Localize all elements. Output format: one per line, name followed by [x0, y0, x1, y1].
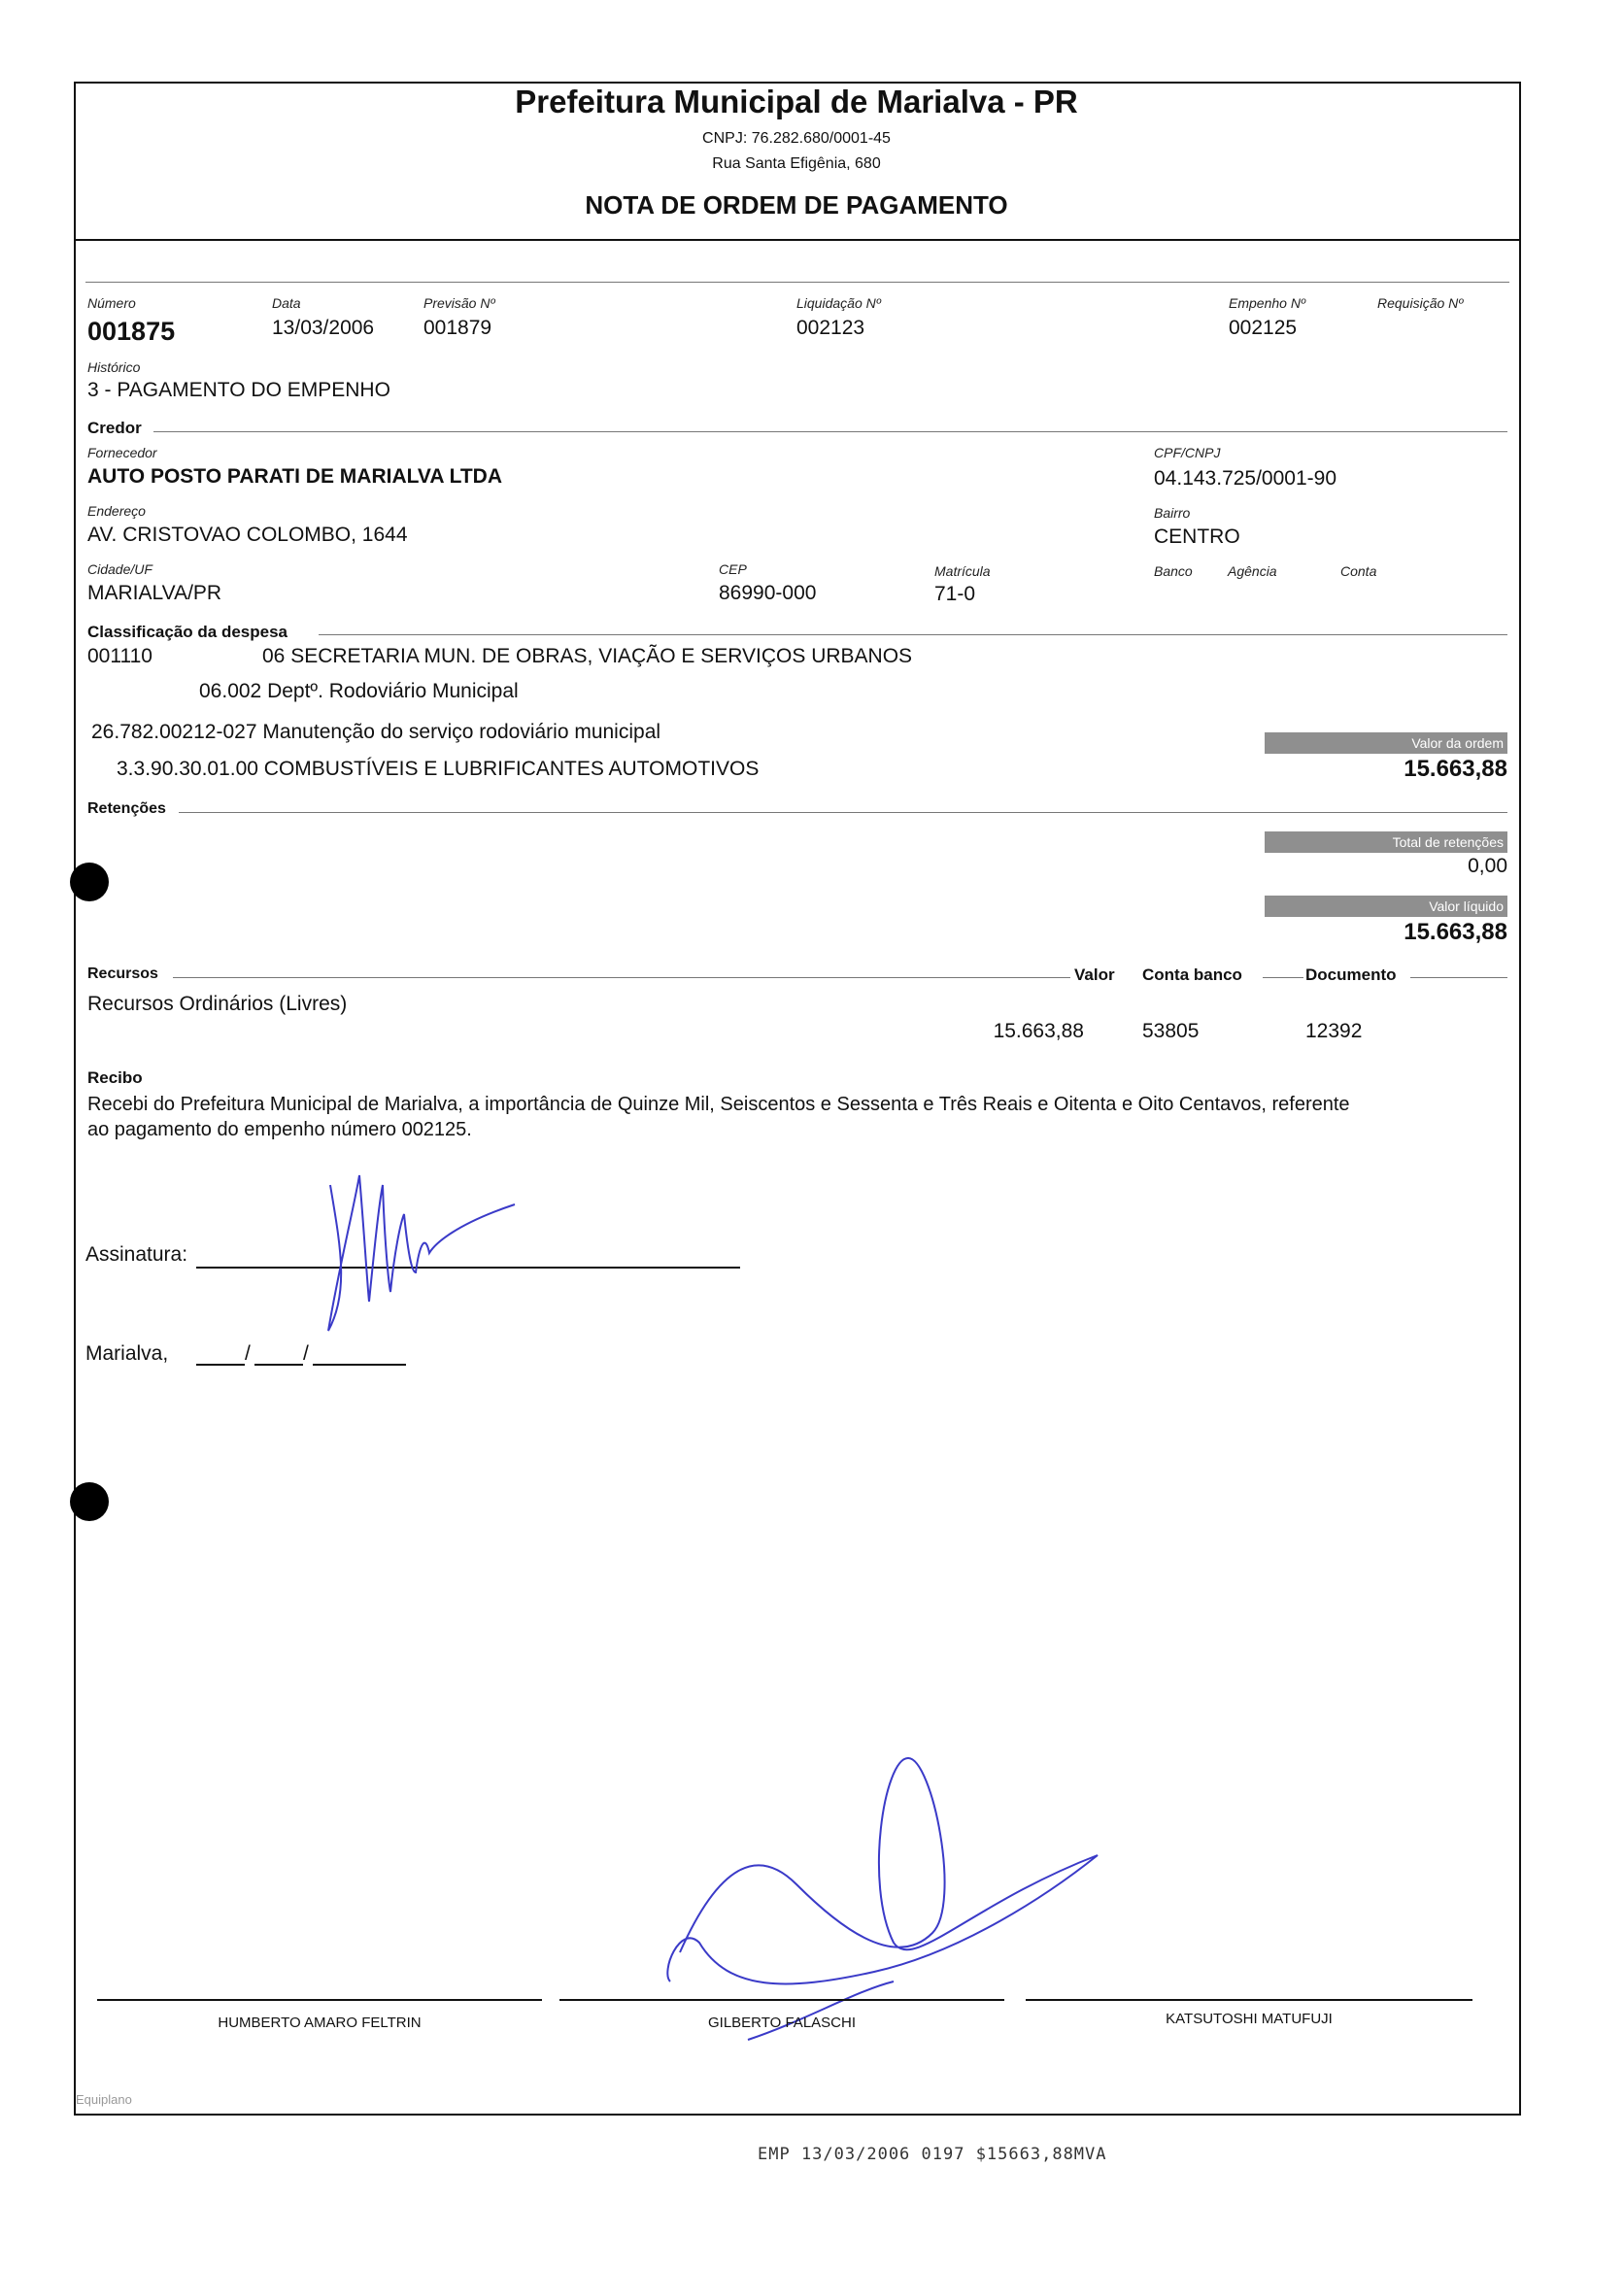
historico-value: 3 - PAGAMENTO DO EMPENHO: [87, 379, 390, 401]
requisicao-label: Requisição Nº: [1377, 295, 1464, 311]
recibo-section-title: Recibo: [87, 1068, 143, 1087]
mechanical-stamp: EMP 13/03/2006 0197 $15663,88MVA: [758, 2145, 1107, 2164]
classificacao-section-title: Classificação da despesa: [87, 623, 288, 641]
recursos-descricao: Recursos Ordinários (Livres): [87, 993, 348, 1015]
banco-label: Banco: [1154, 563, 1193, 579]
previsao-label: Previsão Nº: [423, 295, 495, 311]
cpf-label: CPF/CNPJ: [1154, 445, 1221, 460]
signature-line-2: [559, 1999, 1004, 2001]
recursos-rule-right: [1410, 977, 1507, 978]
cidade-value: MARIALVA/PR: [87, 582, 222, 604]
signature-name-2: GILBERTO FALASCHI: [708, 2015, 856, 2031]
date-line-month: [254, 1364, 303, 1366]
recursos-section-title: Recursos: [87, 965, 158, 982]
cpf-value: 04.143.725/0001-90: [1154, 467, 1337, 490]
empenho-value: 002125: [1229, 317, 1298, 339]
page-title: Prefeitura Municipal de Marialva - PR: [515, 84, 1078, 119]
empenho-label: Empenho Nº: [1229, 295, 1306, 311]
header-subdivider: [85, 282, 1509, 283]
valor-liquido-bar: Valor líquido: [1265, 896, 1507, 917]
total-retencoes-value: 0,00: [1468, 855, 1507, 877]
bairro-value: CENTRO: [1154, 525, 1240, 548]
endereco-label: Endereço: [87, 503, 146, 519]
agencia-label: Agência: [1228, 563, 1277, 579]
classificacao-line-4: 3.3.90.30.01.00 COMBUSTÍVEIS E LUBRIFICANTES AUTOMOTIVOS: [117, 758, 760, 780]
liquidacao-label: Liquidação Nº: [796, 295, 881, 311]
total-retencoes-bar: Total de retenções: [1265, 831, 1507, 853]
software-footer: Equiplano: [76, 2092, 132, 2107]
valor-ordem-value: 15.663,88: [1404, 756, 1507, 782]
recursos-rule-left: [173, 977, 1070, 978]
classificacao-line-3: 26.782.00212-027 Manutenção do serviço rodoviário municipal: [91, 721, 661, 743]
local-label: Marialva,: [85, 1342, 169, 1365]
recursos-conta-banco: 53805: [1142, 1020, 1200, 1042]
cidade-label: Cidade/UF: [87, 561, 152, 577]
credor-rule: [153, 431, 1507, 432]
matricula-label: Matrícula: [934, 563, 991, 579]
date-slash-2: /: [303, 1342, 309, 1365]
handwritten-signature-bottom: [641, 1748, 1146, 2098]
signature-line-3: [1026, 1999, 1472, 2001]
date-slash-1: /: [245, 1342, 251, 1365]
fornecedor-value: AUTO POSTO PARATI DE MARIALVA LTDA: [87, 465, 502, 488]
recursos-conta-banco-header: Conta banco: [1142, 965, 1242, 984]
endereco-value: AV. CRISTOVAO COLOMBO, 1644: [87, 524, 408, 546]
recursos-documento-header: Documento: [1305, 965, 1397, 984]
numero-value: 001875: [87, 317, 176, 346]
date-line-day: [196, 1364, 245, 1366]
classificacao-line-2: 06.002 Deptº. Rodoviário Municipal: [199, 680, 519, 702]
data-value: 13/03/2006: [272, 317, 375, 339]
address-text: Rua Santa Efigênia, 680: [712, 155, 881, 172]
header-divider: [74, 239, 1521, 241]
retencoes-rule: [179, 812, 1507, 813]
liquidacao-value: 002123: [796, 317, 865, 339]
classificacao-line-1: 06 SECRETARIA MUN. DE OBRAS, VIAÇÃO E SERVIÇOS URBANOS: [262, 645, 913, 667]
signature-name-1: HUMBERTO AMARO FELTRIN: [218, 2015, 422, 2031]
date-line-year: [313, 1364, 406, 1366]
historico-label: Histórico: [87, 359, 141, 375]
retencoes-section-title: Retenções: [87, 800, 166, 817]
conta-label: Conta: [1340, 563, 1377, 579]
valor-ordem-bar: Valor da ordem: [1265, 732, 1507, 754]
assinatura-label: Assinatura:: [85, 1243, 188, 1266]
recursos-valor-header: Valor: [1074, 965, 1115, 984]
signature-line-1: [97, 1999, 542, 2001]
matricula-value: 71-0: [934, 583, 976, 605]
cep-label: CEP: [719, 561, 747, 577]
credor-section-title: Credor: [87, 419, 142, 437]
previsao-value: 001879: [423, 317, 492, 339]
recibo-text-line-1: Recebi do Prefeitura Municipal de Marialva, a importância de Quinze Mil, Seiscentos e Sessenta e Três Reais e Oitenta e Oito Centavos, referente: [87, 1094, 1350, 1115]
recursos-valor: 15.663,88: [993, 1020, 1084, 1042]
recibo-text-line-2: ao pagamento do empenho número 002125.: [87, 1119, 472, 1140]
signature-name-3: KATSUTOSHI MATUFUJI: [1166, 2011, 1333, 2027]
valor-liquido-value: 15.663,88: [1404, 919, 1507, 945]
recursos-documento: 12392: [1305, 1020, 1363, 1042]
cep-value: 86990-000: [719, 582, 817, 604]
bairro-label: Bairro: [1154, 505, 1191, 521]
handwritten-signature-recibo: [311, 1146, 544, 1340]
data-label: Data: [272, 295, 301, 311]
fornecedor-label: Fornecedor: [87, 445, 157, 460]
classificacao-rule: [319, 634, 1507, 635]
cnpj-text: CNPJ: 76.282.680/0001-45: [702, 130, 891, 147]
numero-label: Número: [87, 295, 136, 311]
document-title: NOTA DE ORDEM DE PAGAMENTO: [585, 190, 1008, 220]
recursos-rule-mid: [1263, 977, 1303, 978]
punch-hole-top: [70, 863, 109, 901]
punch-hole-bottom: [70, 1482, 109, 1521]
classificacao-code: 001110: [87, 645, 152, 667]
